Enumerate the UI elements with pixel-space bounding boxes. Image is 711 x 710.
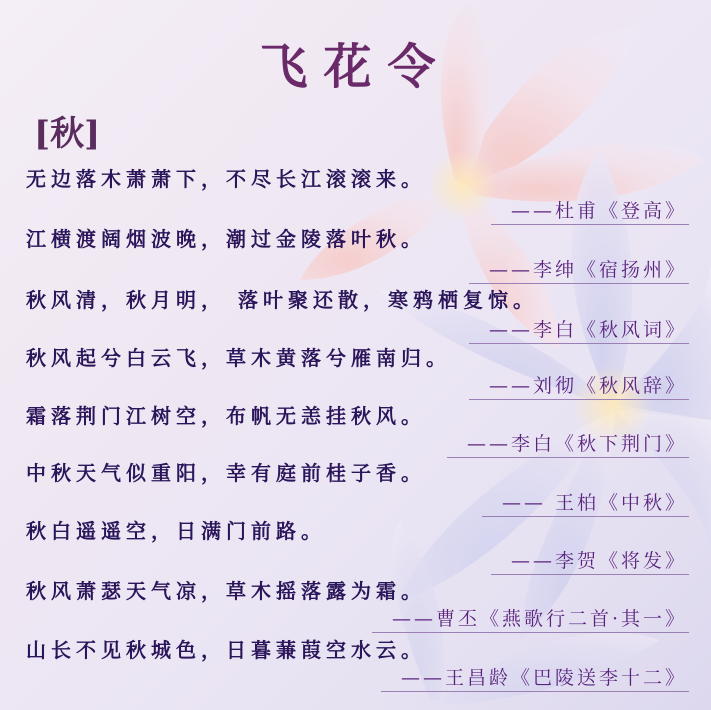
poem-attribution: ——王昌龄《巴陵送李十二》 [381,663,689,692]
poem-line: 江横渡阔烟波晚，潮过金陵落叶秋。 [26,227,426,251]
poem-line: 秋风起兮白云飞，草木黄落兮雁南归。 [26,346,451,370]
poem-line: 霜落荆门江树空，布帆无恙挂秋风。 [26,404,426,428]
poem-attribution: ——李绅《宿扬州》 [469,255,689,284]
poem-attribution: ——李贺《将发》 [491,546,689,575]
poem-line: 山长不见秋城色，日暮蒹葭空水云。 [26,638,426,662]
poem-line: 秋风萧瑟天气凉，草木摇落露为霜。 [26,579,426,603]
poem-attribution: ——刘彻《秋风辞》 [469,371,689,400]
poem-line: 无边落木萧萧下，不尽长江滚滚来。 [26,167,426,191]
poem-attribution: —— 王柏《中秋》 [482,488,689,517]
poem-attribution: ——李白《秋风词》 [469,315,689,344]
poem-attribution: ——李白《秋下荆门》 [447,429,689,458]
poem-line: 秋白遥遥空，日满门前路。 [26,519,326,543]
poem-attribution: ——杜甫《登高》 [491,196,689,225]
page-title: 飞花令 [259,39,452,95]
poem-attribution: ——曹丕《燕歌行二首·其一》 [372,604,689,633]
poem-line: 中秋天气似重阳，幸有庭前桂子香。 [26,461,426,485]
poem-line: 秋风清，秋月明， 落叶聚还散，寒鸦栖复惊。 [26,288,538,312]
section-heading: [秋] [34,114,101,154]
